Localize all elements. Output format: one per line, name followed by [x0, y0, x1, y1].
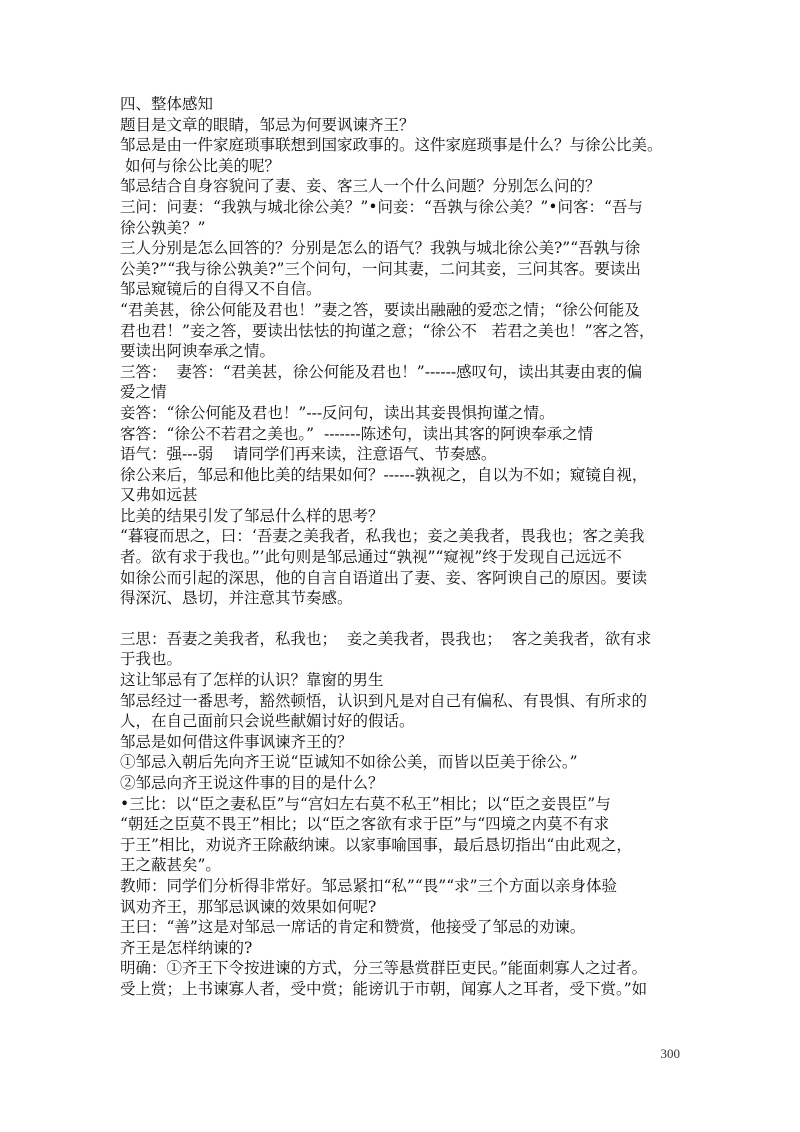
text-line: 徐公来后，邹忌和他比美的结果如何？------孰视之，自以为不如；窥镜自视，	[120, 465, 648, 484]
text-line: 人，在自己面前只会说些献媚讨好的假话。	[120, 712, 415, 731]
document-body	[120, 94, 688, 1000]
text-line: 如何与徐公比美的呢？	[120, 156, 280, 175]
text-line: 讽劝齐王，那邹忌讽谏的效果如何呢?	[120, 897, 377, 916]
text-line: 三思：吾妻之美我者，私我也； 妾之美我者，畏我也； 客之美我者，欲有求	[120, 629, 652, 648]
text-line: 邹忌经过一番思考，豁然顿悟，认识到凡是对自己有偏私、有畏惧、有所求的	[120, 691, 648, 710]
text-line: 邹忌是如何借这件事讽谏齐王的？	[120, 732, 353, 751]
text-line: 得深沉、恳切，并注意其节奏感。	[120, 589, 353, 608]
text-line: 公美?”“我与徐公孰美?”三个问句，一问其妻，二问其妾，三问其客。要读出	[120, 259, 641, 278]
text-line: 王之蔽甚矣”。	[120, 856, 221, 875]
text-line: 语气：强---弱 请同学们再来读，注意语气、节奏感。	[120, 445, 497, 464]
text-line: 明确：①齐王下令按进谏的方式，分三等悬赏群臣吏民。”能面刺寡人之过者。	[120, 959, 648, 978]
text-line: 三人分别是怎么回答的？分别是怎么的语气？我孰与城北徐公美?”“吾孰与徐	[120, 239, 641, 258]
text-line: 三问：问妻：“我孰与城北徐公美？”•问妾：“吾孰与徐公美？”•问客：“吾与	[120, 197, 643, 216]
text-line: 又弗如远甚	[120, 486, 198, 505]
text-line: 邹忌窥镜后的自得又不自信。	[120, 280, 322, 299]
section-heading: 四、整体感知	[120, 95, 214, 113]
text-line: 受上赏；上书谏寡人者，受中赏；能谤讥于市朝，闻寡人之耳者，受下赏。”如	[120, 979, 648, 998]
text-line: 邹忌是由一件家庭琐事联想到国家政事的。这件家庭琐事是什么？与徐公比美。	[120, 136, 663, 155]
text-line: ②邹忌向齐王说这件事的目的是什么？	[120, 774, 384, 792]
text-line: 于王”相比，劝说齐王除蔽纳谏。以家事喻国事，最后恳切指出“由此观之，	[120, 835, 632, 854]
text-line: 齐王是怎样纳谏的?	[120, 938, 253, 957]
text-line: 这让邹忌有了怎样的认识？靠窗的男生	[120, 671, 384, 690]
text-line: 三答： 妻答：“君美甚，徐公何能及君也！”------感叹句，读出其妻由衷的偏	[120, 362, 643, 381]
text-line: 君也君！”妾之答，要读出怯怯的拘谨之意；“徐公不 若君之美也！”客之答，	[120, 321, 655, 340]
text-line: “暮寝而思之，曰：‘吾妻之美我者，私我也；妾之美我者，畏我也；客之美我	[120, 527, 645, 546]
text-line: 者。欲有求于我也。”’此句则是邹忌通过“孰视”“窥视”终于发现自己远远不	[120, 548, 622, 567]
text-line: 爱之情	[120, 383, 167, 402]
page-number: 300	[660, 1046, 680, 1061]
text-line: 徐公孰美？”	[120, 218, 206, 237]
blank-line	[120, 609, 688, 629]
text-line: •三比：以“臣之妻私臣”与“宫妇左右莫不私王”相比；以“臣之妾畏臣”与	[120, 794, 611, 813]
text-line: 于我也。	[120, 650, 183, 669]
text-line: 王曰：“善”这是对邹忌一席话的肯定和赞赏，他接受了邹忌的劝谏。	[120, 918, 586, 937]
text-line: 题目是文章的眼睛，邹忌为何要讽谏齐王？	[120, 115, 415, 134]
text-line: 比美的结果引发了邹忌什么样的思考？	[120, 506, 384, 525]
text-line: “朝廷之臣莫不畏王”相比；以“臣之客欲有求于臣”与“四境之内莫不有求	[120, 815, 610, 834]
text-line: “君美甚，徐公何能及君也！”妻之答，要读出融融的爱恋之情；“徐公何能及	[120, 300, 640, 319]
text-line: 教师：同学们分析得非常好。邹忌紧扣“私”“畏”“求”三个方面以亲身体验	[120, 876, 618, 895]
text-line: 要读出阿谀奉承之情。	[120, 342, 276, 361]
text-line: 如徐公而引起的深思，他的自言自语道出了妻、妾、客阿谀自己的原因。要读	[120, 568, 648, 587]
text-line: ①邹忌入朝后先向齐王说“臣诚知不如徐公美，而皆以臣美于徐公。”	[120, 753, 578, 772]
text-line: 妾答：“徐公何能及君也！”---反问句，读出其妾畏惧拘谨之情。	[120, 403, 555, 422]
text-line: 客答：“徐公不若君之美也。” -------陈述句，读出其客的阿谀奉承之情	[120, 424, 594, 443]
text-line: 邹忌结合自身容貌问了妻、妾、客三人一个什么问题？分别怎么问的？	[120, 177, 601, 196]
